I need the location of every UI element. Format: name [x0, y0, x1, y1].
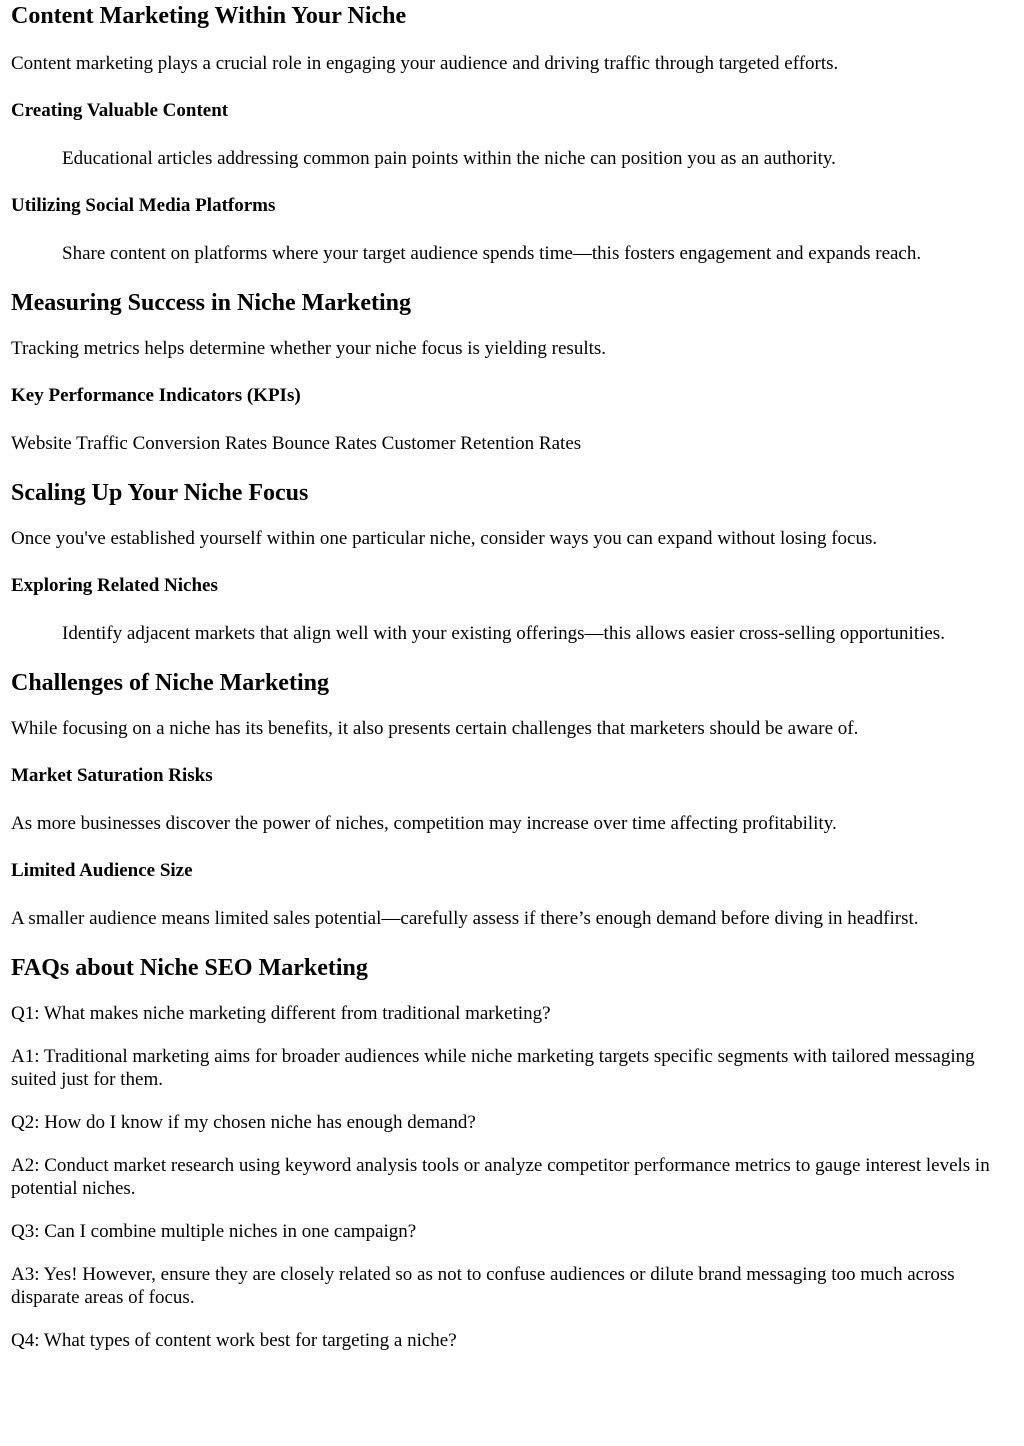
- subsection-heading: Key Performance Indicators (KPIs): [11, 385, 301, 406]
- section-intro: Content marketing plays a crucial role in engaging your audience and driving traffic through targeted efforts.: [11, 53, 839, 74]
- faq-question: Q3: Can I combine multiple niches in one campaign?: [11, 1221, 417, 1242]
- subsection-heading: Creating Valuable Content: [11, 100, 229, 121]
- subsection-heading: Market Saturation Risks: [11, 765, 213, 786]
- section-intro: Tracking metrics helps determine whether your niche focus is yielding results.: [11, 338, 607, 359]
- faq-question: Q1: What makes niche marketing different from traditional marketing?: [11, 1003, 551, 1024]
- faq-answer: A3: Yes! However, ensure they are closely related so as not to confuse audiences or dilute brand messaging too much across disparate areas of focus.: [11, 1264, 955, 1308]
- faq-answer: A1: Traditional marketing aims for broader audiences while niche marketing targets specific segments with tailored messaging suited just for them.: [11, 1046, 975, 1090]
- faq-question: Q2: How do I know if my chosen niche has enough demand?: [11, 1112, 476, 1133]
- section-heading-content-marketing: Content Marketing Within Your Niche: [11, 3, 407, 29]
- faq-question: Q4: What types of content work best for targeting a niche?: [11, 1330, 457, 1351]
- section-intro: While focusing on a niche has its benefits, it also presents certain challenges that marketers should be aware of.: [11, 718, 859, 739]
- subsection-text: As more businesses discover the power of niches, competition may increase over time affecting profitability.: [11, 813, 837, 834]
- subsection-heading: Limited Audience Size: [11, 860, 193, 881]
- section-heading-faqs: FAQs about Niche SEO Marketing: [11, 955, 368, 981]
- section-intro: Once you've established yourself within one particular niche, consider ways you can expand without losing focus.: [11, 528, 878, 549]
- subsection-text: A smaller audience means limited sales potential—carefully assess if there’s enough demand before diving in headfirst.: [11, 908, 919, 929]
- kpi-list: Website Traffic Conversion Rates Bounce Rates Customer Retention Rates: [11, 433, 582, 454]
- section-heading-measuring-success: Measuring Success in Niche Marketing: [11, 290, 411, 316]
- subsection-heading: Exploring Related Niches: [11, 575, 218, 596]
- faq-answer: A2: Conduct market research using keyword analysis tools or analyze competitor performance metrics to gauge interest levels in potential niches.: [11, 1155, 990, 1199]
- subsection-text: Share content on platforms where your target audience spends time—this fosters engagement and expands reach.: [62, 243, 922, 264]
- subsection-text: Educational articles addressing common pain points within the niche can position you as an authority.: [62, 148, 836, 169]
- section-heading-challenges: Challenges of Niche Marketing: [11, 670, 329, 696]
- subsection-heading: Utilizing Social Media Platforms: [11, 195, 276, 216]
- subsection-text: Identify adjacent markets that align well with your existing offerings—this allows easier cross-selling opportunities.: [62, 623, 945, 644]
- section-heading-scaling-up: Scaling Up Your Niche Focus: [11, 480, 309, 506]
